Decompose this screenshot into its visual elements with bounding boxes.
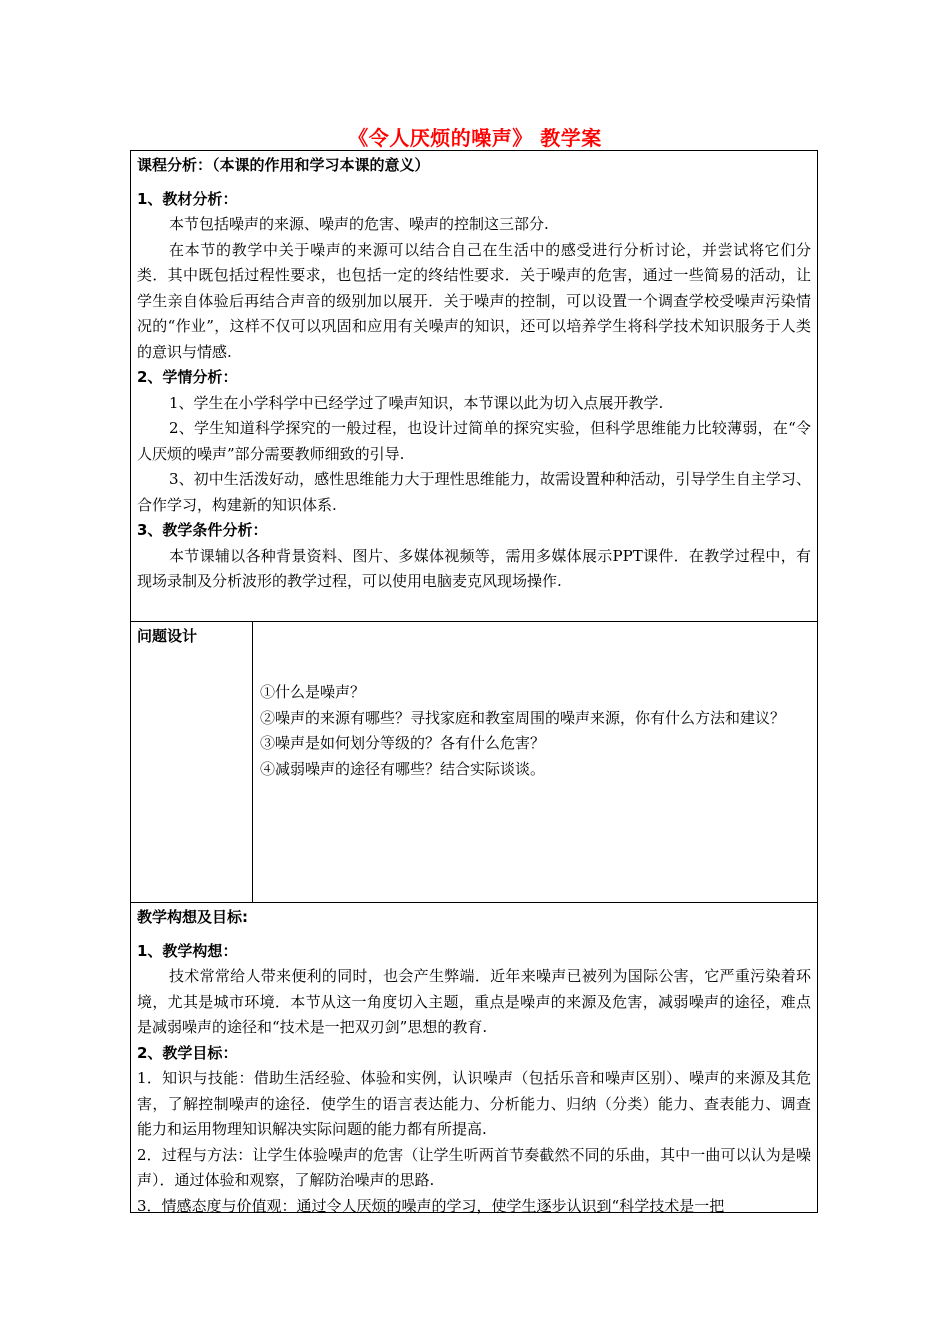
table-column-divider — [252, 621, 253, 902]
student-analysis-para-2: 2、学生知道科学探究的一般过程，也设计过简单的探究实验，但科学思维能力比较薄弱，在“令人厌烦的噪声”部分需要教师细致的引导. — [137, 419, 811, 463]
question-design-label-cell — [137, 624, 247, 650]
textbook-analysis-heading: 1、教材分析： — [137, 189, 238, 208]
teaching-design-header: 教学构想及目标: — [137, 908, 248, 926]
question-3: ③噪声是如何划分等级的？各有什么危害？ — [260, 734, 546, 752]
condition-analysis-heading: 3、教学条件分析： — [137, 521, 268, 539]
question-2: ②噪声的来源有哪些？寻找家庭和教室周围的噪声来源，你有什么方法和建议？ — [260, 708, 786, 727]
teaching-goals-heading: 2、教学目标： — [137, 1043, 238, 1062]
teaching-design-cell — [137, 905, 811, 1219]
table-divider-2 — [130, 902, 818, 903]
student-analysis-para-1: 1、学生在小学科学中已经学过了噪声知识，本节课以此为切入点展开教学. — [169, 393, 664, 412]
teaching-concept-heading: 1、教学构想： — [137, 941, 238, 960]
document-title: 《令人厌烦的噪声》 教学案 — [348, 126, 602, 150]
teaching-concept-para-1: 技术常常给人带来便利的同时，也会产生弊端．近年来噪声已被列为国际公害，它严重污染着环境，尤其是城市环境．本节从这一角度切入主题，重点是噪声的来源及危害，减弱噪声的途径，难点是减弱噪声的途径和“技术是一把双刃剑”思想的教育. — [137, 967, 811, 1036]
teaching-goal-1: 1．知识与技能：借助生活经验、体验和实例，认识噪声（包括乐音和噪声区别）、噪声的来源及其危害，了解控制噪声的途径．使学生的语言表达能力、分析能力、归纳（分类）能力、查表能力、调查能力和运用物理知识解决实际问题的能力都有所提高. — [137, 1069, 811, 1138]
question-design-content-cell — [260, 680, 811, 782]
course-analysis-header: 课程分析：（本课的作用和学习本课的意义） — [137, 156, 430, 174]
textbook-analysis-para-1: 本节包括噪声的来源、噪声的危害、噪声的控制这三部分. — [169, 215, 549, 233]
textbook-analysis-para-2: 在本节的教学中关于噪声的来源可以结合自己在生活中的感受进行分析讨论，并尝试将它们分类．其中既包括过程性要求，也包括一定的终结性要求．关于噪声的危害，通过一些简易的活动，让学生亲自体验后再结合声音的级别加以展开．关于噪声的控制，可以设置一个调查学校受噪声污染情况的“作业”，这样不仅可以巩固和应用有关噪声的知识，还可以培养学生将科学技术知识服务于人类的意识与情感. — [137, 240, 811, 361]
question-design-label: 问题设计 — [137, 627, 198, 645]
table-divider-1 — [130, 621, 818, 622]
question-1: ①什么是噪声？ — [260, 683, 366, 701]
course-analysis-cell — [137, 153, 811, 595]
question-4: ④减弱噪声的途径有哪些？结合实际谈谈。 — [260, 759, 546, 778]
teaching-goal-2: 2．过程与方法：让学生体验噪声的危害（让学生听两首节奏截然不同的乐曲，其中一曲可以认为是噪声）．通过体验和观察，了解防治噪声的思路. — [137, 1145, 811, 1189]
condition-analysis-para-1: 本节课辅以各种背景资料、图片、多媒体视频等，需用多媒体展示PPT课件．在教学过程中，有现场录制及分析波形的教学过程，可以使用电脑麦克风现场操作. — [137, 546, 811, 590]
student-analysis-para-3: 3、初中生活泼好动，感性思维能力大于理性思维能力，故需设置种种活动，引导学生自主学习、合作学习，构建新的知识体系. — [137, 470, 811, 514]
student-analysis-heading: 2、学情分析： — [137, 368, 238, 386]
teaching-goal-3: 3．情感态度与价值观：通过令人厌烦的噪声的学习，使学生逐步认识到“科学技术是一把 — [137, 1196, 725, 1215]
